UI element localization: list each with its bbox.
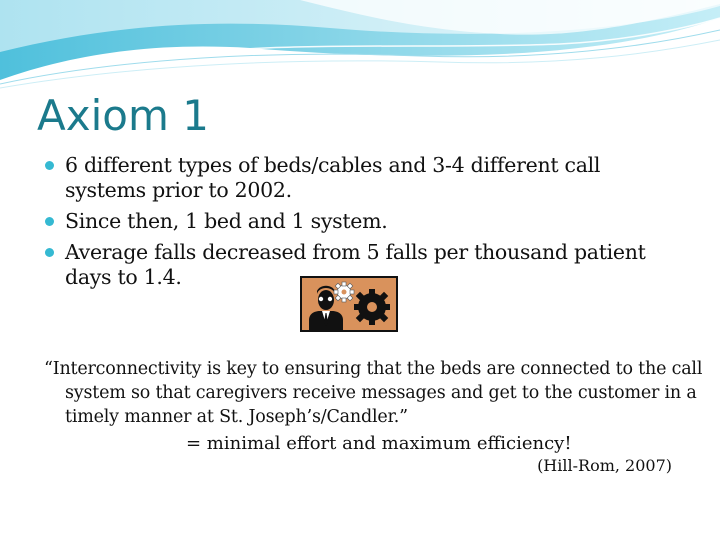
slide-title: Axiom 1 xyxy=(37,91,209,140)
wave-header-decoration xyxy=(0,0,720,90)
bullet-text: Average falls decreased from 5 falls per thousand patient days to 1.4. xyxy=(65,240,646,289)
bullet-item xyxy=(45,209,665,234)
bullet-dot-icon xyxy=(45,217,54,226)
bullet-dot-icon xyxy=(45,161,54,170)
bullet-list xyxy=(45,153,665,296)
bullet-item xyxy=(45,153,665,203)
quote-text: “Interconnectivity is key to ensuring that the beds are connected to the call system so that caregivers receive messages and get to the customer in a timely manner at St. Joseph’s/Candler.” xyxy=(44,359,703,427)
bullet-dot-icon xyxy=(45,248,54,257)
bullet-text: 6 different types of beds/cables and 3-4 different call systems prior to 2002. xyxy=(65,153,601,202)
businessman-with-gears-clipart-icon xyxy=(300,276,398,332)
bullet-text: Since then, 1 bed and 1 system. xyxy=(65,209,388,233)
citation-text: (Hill-Rom, 2007) xyxy=(537,456,672,475)
conclusion-text: = minimal effort and maximum efficiency! xyxy=(186,433,572,454)
